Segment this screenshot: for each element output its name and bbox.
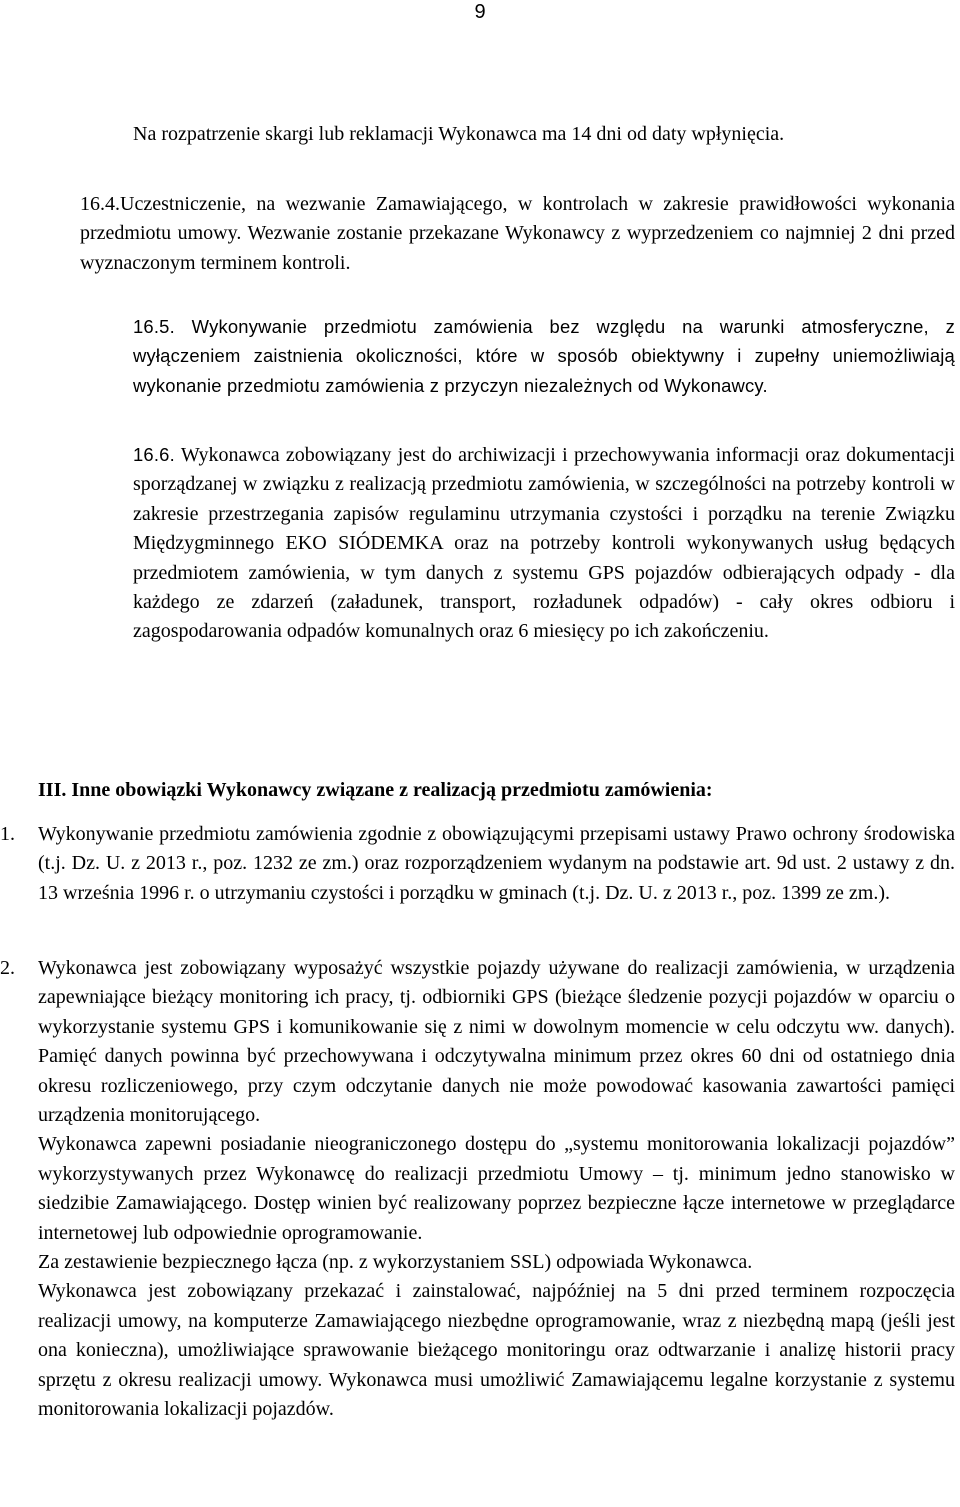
paragraph-complaint-deadline: Na rozpatrzenie skargi lub reklamacji Wykonawca ma 14 dni od daty wpłynięcia. (133, 123, 785, 145)
section-16-6 (133, 440, 955, 647)
list-item-2-body (38, 954, 955, 1425)
list-item-2-paragraph: Wykonawca jest zobowiązany przekazać i zainstalować, najpóźniej na 5 dni przed terminem rozpoczęcia realizacji umowy, na komputerze Zamawiającego niezbędne oprogramowanie, wraz z niezbędną mapą (jeśli jest ona konieczna), umożliwiające sprawowanie bieżącego monitoringu oraz odtwarzanie i analizę historii pracy sprzętu z okresu realizacji umowy. Wykonawca musi umożliwić Zamawiającemu legalne korzystanie z systemu monitorowania lokalizacji pojazdów. (38, 1280, 955, 1421)
list-item-2-number: 2. (0, 957, 15, 979)
section-16-6-text: Wykonawca zobowiązany jest do archiwizacji i przechowywania informacji oraz dokumentacji sporządzanej w związku z realizacją przedmiotu zamówienia, w szczególności na potrzeby kontroli w zakresie przestrzegania zapisów regulaminu utrzymania czystości i porządku na terenie Związku Międzygminnego EKO SIÓDEMKA oraz na potrzeby kontroli wykonywanych usług będących przedmiotem zamówienia, w tym danych z systemu GPS pojazdów odbierających odpady - dla każdego ze zdarzeń (załadunek, transport, rozładunek odpadów) - cały okres odbioru i zagospodarowania odpadów komunalnych oraz 6 miesięcy po ich zakończeniu. (133, 444, 955, 643)
section-16-5-text: Wykonywanie przedmiotu zamówienia bez względu na warunki atmosferyczne, z wyłączeniem zaistnienia okoliczności, które w sposób obiektywny i zupełny uniemożliwiają wykonanie przedmiotu zamówienia z przyczyn niezależnych od Wykonawcy. (133, 316, 955, 396)
section-16-6-label: 16.6. (133, 444, 175, 465)
section-16-4 (80, 190, 955, 278)
section-16-4-label: 16.4. (80, 193, 120, 215)
section-heading-iii: III. Inne obowiązki Wykonawcy związane z realizacją przedmiotu zamówienia: (38, 779, 713, 801)
section-16-5-label: 16.5. (133, 316, 175, 337)
list-item-1-text: Wykonywanie przedmiotu zamówienia zgodnie z obowiązującymi przepisami ustawy Prawo ochrony środowiska (t.j. Dz. U. z 2013 r., poz. 1232 ze zm.) oraz rozporządzeniem wydanym na podstawie art. 9d ust. 2 ustawy z dn. 13 września 1996 r. o utrzymaniu czystości i porządku w gminach (t.j. Dz. U. z 2013 r., poz. 1399 ze zm.). (38, 823, 955, 904)
page-number: 9 (474, 1, 486, 23)
list-item-2-paragraph: Wykonawca zapewni posiadanie nieograniczonego dostępu do „systemu monitorowania lokalizacji pojazdów” wykorzystywanych przez Wykonawcę do realizacji przedmiotu Umowy – tj. minimum jedno stanowisko w siedzibie Zamawiającego. Dostęp winien być realizowany poprzez bezpieczne łącze internetowe w przeglądarce internetowej lub odpowiednie oprogramowanie. (38, 1133, 955, 1244)
list-item-2-paragraph: Za zestawienie bezpiecznego łącza (np. z wykorzystaniem SSL) odpowiada Wykonawca. (38, 1251, 753, 1274)
section-16-5 (133, 312, 955, 400)
list-item-1-number: 1. (0, 823, 15, 845)
section-16-4-text: Uczestniczenie, na wezwanie Zamawiającego, w kontrolach w zakresie prawidłowości wykonania przedmiotu umowy. Wezwanie zostanie przekazane Wykonawcy z wyprzedzeniem co najmniej 2 dni przed wyznaczonym terminem kontroli. (80, 193, 955, 274)
list-item-2-paragraph: Wykonawca jest zobowiązany wyposażyć wszystkie pojazdy używane do realizacji zamówienia, w urządzenia zapewniające bieżący monitoring ich pracy, tj. odbiorniki GPS (bieżące śledzenie pozycji pojazdów w oparciu o wykorzystanie systemu GPS i komunikowanie się z nimi w dowolnym momencie w celu odczytu ww. danych). Pamięć danych powinna być przechowywana i odczytywalna minimum przez okres 60 dni od ostatniego dnia okresu rozliczeniowego, przy czym odczytanie danych nie może powodować kasowania zawartości pamięci urządzenia monitorującego. (38, 957, 955, 1127)
